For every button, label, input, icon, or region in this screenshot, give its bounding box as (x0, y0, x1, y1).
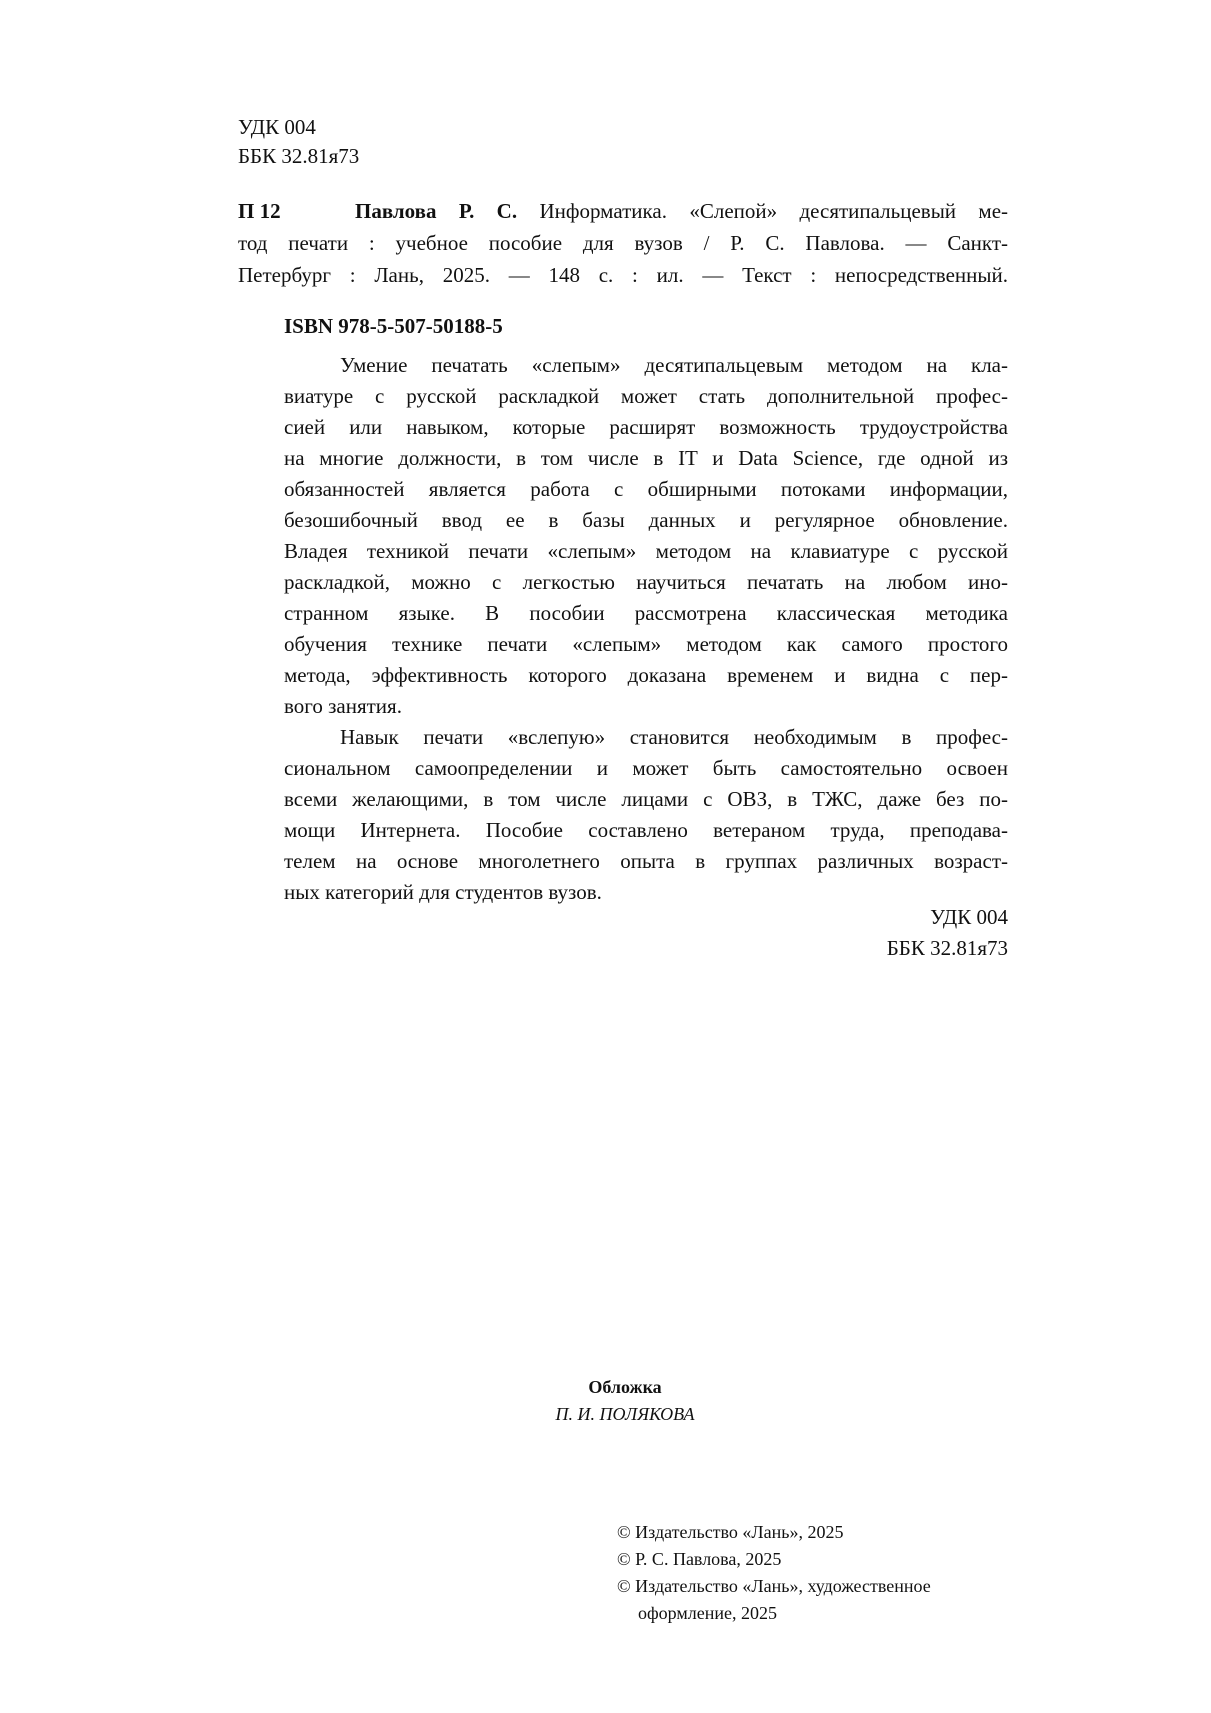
isbn: ISBN 978-5-507-50188-5 (284, 314, 503, 338)
udk-code: УДК 004 (238, 115, 316, 139)
copyright-line: © Издательство «Лань», 2025 (617, 1522, 844, 1542)
abstract-line: на многие должности, в том числе в IT и Data Science, где одной из (284, 446, 1008, 470)
abstract-line: обязанностей является работа с обширными потоками информации, (284, 477, 1008, 501)
abstract-line: обучения технике печати «слепым» методом как самого простого (284, 632, 1008, 656)
classification-top (238, 113, 359, 171)
abstract-line: раскладкой, можно с легкостью научиться печатать на любом ино- (284, 570, 1008, 594)
biblio-line: тод печати : учебное пособие для вузов / Р. С. Павлова. — Санкт- (238, 231, 1008, 255)
copyright-notices (617, 1519, 931, 1627)
copyright-line: © Р. С. Павлова, 2025 (617, 1549, 782, 1569)
abstract-line: безошибочный ввод ее в базы данных и регулярное обновление. (284, 508, 1008, 532)
abstract-line: ных категорий для студентов вузов. (284, 880, 602, 904)
abstract (284, 350, 1008, 908)
bibliographic-record (238, 195, 1008, 291)
abstract-line: сией или навыком, которые расширят возможность трудоустройства (284, 415, 1008, 439)
classification-bottom (887, 902, 1008, 964)
abstract-line: Навык печати «вслепую» становится необходимым в профес- (340, 725, 1008, 749)
abstract-line: метода, эффективность которого доказана временем и видна с пер- (284, 663, 1008, 687)
abstract-line: мощи Интернета. Пособие составлено ветераном труда, преподава- (284, 818, 1008, 842)
author-name: Павлова Р. С. (355, 199, 518, 223)
bbk-code: ББК 32.81я73 (886, 936, 1008, 960)
abstract-line: Умение печатать «слепым» десятипальцевым методом на кла- (340, 353, 1008, 377)
udk-code: УДК 004 (930, 905, 1008, 929)
biblio-line-text: Информатика. «Слепой» десятипальцевый ме- (539, 199, 1009, 223)
biblio-line (238, 195, 1008, 227)
author-mark: П 12 (238, 199, 281, 223)
cover-label: Обложка (588, 1377, 662, 1397)
abstract-line: вого занятия. (284, 694, 402, 718)
biblio-line: Петербург : Лань, 2025. — 148 с. : ил. — Текст : непосредственный. (238, 263, 1008, 287)
copyright-line: © Издательство «Лань», художественное (617, 1576, 931, 1596)
abstract-line: всеми желающими, в том числе лицами с ОВЗ, в ТЖС, даже без по- (284, 787, 1008, 811)
abstract-line: сиональном самоопределении и может быть самостоятельно освоен (284, 756, 1008, 780)
bbk-code: ББК 32.81я73 (238, 144, 360, 168)
abstract-line: Владея техникой печати «слепым» методом на клавиатуре с русской (284, 539, 1008, 563)
abstract-line: странном языке. В пособии рассмотрена классическая методика (284, 601, 1008, 625)
cover-credit (505, 1374, 745, 1428)
abstract-line: телем на основе многолетнего опыта в группах различных возраст- (284, 849, 1008, 873)
copyright-line: оформление, 2025 (638, 1603, 778, 1623)
cover-designer: П. И. ПОЛЯКОВА (555, 1404, 695, 1424)
abstract-line: виатуре с русской раскладкой может стать дополнительной профес- (284, 384, 1008, 408)
